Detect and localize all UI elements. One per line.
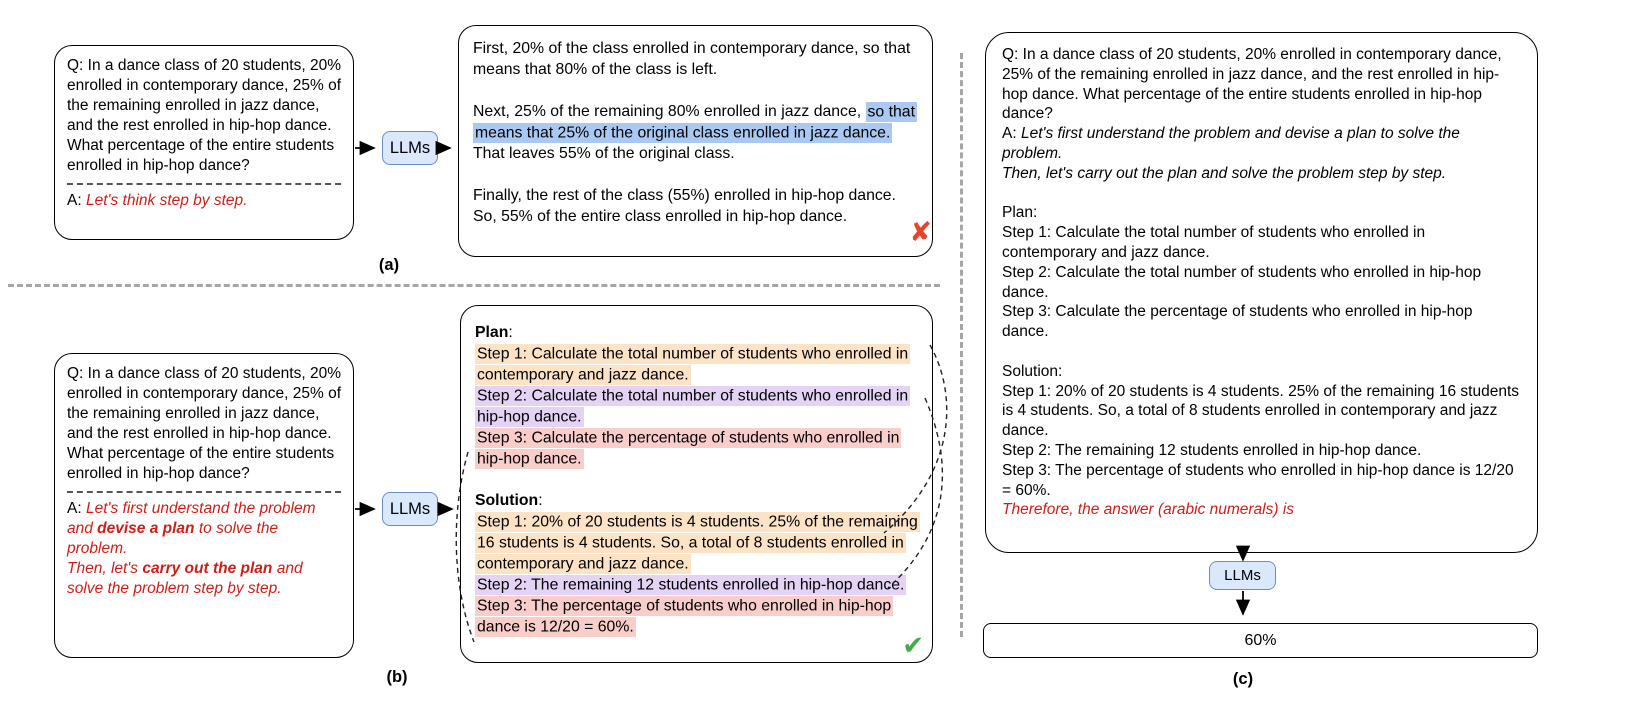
panel-a-question-text: Q: In a dance class of 20 students, 20% enrolled in contemporary dance, 25% of the remaining enrolled in jazz dance, and the rest enrolled in hip-hop dance. What percentage of the entire students enrolled in hip-hop dance?	[67, 57, 341, 174]
panel-a-answer-trigger: A: Let's think step by step.	[67, 192, 248, 209]
panel-a-llm-box	[382, 131, 438, 165]
panel-a-question-box	[54, 45, 354, 240]
panel-a-output-text: First, 20% of the class enrolled in contemporary dance, so that means that 80% of the class is left. Next, 25% of the remaining 80% enrolled in jazz dance, so that means that 25% of the original class enrolled in jazz dance. That leaves 55% of the original class. Finally, the rest of the class (55%) enrolled in hip-hop dance. So, 55% of the entire class enrolled in hip-hop dance.	[473, 40, 915, 225]
llm-label: LLMs	[1224, 567, 1261, 584]
panel-b-output-box	[460, 305, 933, 663]
panel-c-prompt-box	[985, 32, 1538, 553]
panel-b-llm-box	[382, 492, 438, 526]
llm-label: LLMs	[389, 499, 431, 518]
panel-b-question-box	[54, 353, 354, 658]
horizontal-panel-divider	[8, 284, 940, 287]
panel-a-output-box	[458, 25, 933, 257]
final-answer-text: 60%	[1244, 631, 1277, 649]
vertical-panel-divider	[960, 53, 963, 637]
panel-c-label: (c)	[1232, 670, 1254, 688]
panel-b-label: (b)	[386, 668, 408, 686]
panel-c-prompt-text: Q: In a dance class of 20 students, 20% enrolled in contemporary dance, 25% of the remaining enrolled in jazz dance, and the rest enrolled in hip-hop dance. What percentage of the entire students enrolled in hip-hop dance? A: Let's first understand the problem and devise a plan to solve the problem. Then, let's carry out the plan and solve the problem step by step. Plan: Step 1: Calculate the total number of students who enrolled in contemporary and jazz dance. Step 2: Calculate the total number of students who enrolled in hip-hop dance. Step 3: Calculate the percentage of students who enrolled in hip-hop dance. Solution: Step 1: 20% of 20 students is 4 students. 25% of the remaining 16 students is 4 students. So, a total of 8 students enrolled in contemporary and jazz dance. Step 2: The remaining 12 students enrolled in hip-hop dance. Step 3: The percentage of students who enrolled in hip-hop dance is 12/20 = 60%. Therefore, the answer (arabic numerals) is	[1002, 46, 1519, 519]
panel-b-question-text: Q: In a dance class of 20 students, 20% enrolled in contemporary dance, 25% of the remaining enrolled in jazz dance, and the rest enrolled in hip-hop dance. What percentage of the entire students enrolled in hip-hop dance?	[67, 365, 341, 482]
dashed-separator	[67, 491, 341, 493]
incorrect-mark-icon: ✘	[909, 217, 932, 247]
panel-c-answer-box	[983, 623, 1538, 658]
dashed-separator	[67, 183, 341, 185]
llm-label: LLMs	[389, 138, 431, 157]
correct-mark-icon: ✔	[902, 630, 924, 660]
panel-b-output-text: Plan: Step 1: Calculate the total number of students who enrolled in contemporary and jazz dance. Step 2: Calculate the total number of students who enrolled in hip-hop dance. Step 3: Calculate the percentage of students who enrolled in hip-hop dance. Solution: Step 1: 20% of 20 students is 4 students. 25% of the remaining 16 students is 4 students. So, a total of 8 students enrolled in contemporary and jazz dance. Step 2: The remaining 12 students enrolled in hip-hop dance. Step 3: The percentage of students who enrolled in hip-hop dance is 12/20 = 60%.	[475, 324, 918, 635]
panel-a-label: (a)	[378, 256, 400, 274]
panel-c-llm-box	[1209, 561, 1276, 590]
panel-b-answer-trigger: A: Let's first understand the problem and devise a plan to solve the problem. Then, let's carry out the plan and solve the problem step by step.	[67, 500, 316, 597]
